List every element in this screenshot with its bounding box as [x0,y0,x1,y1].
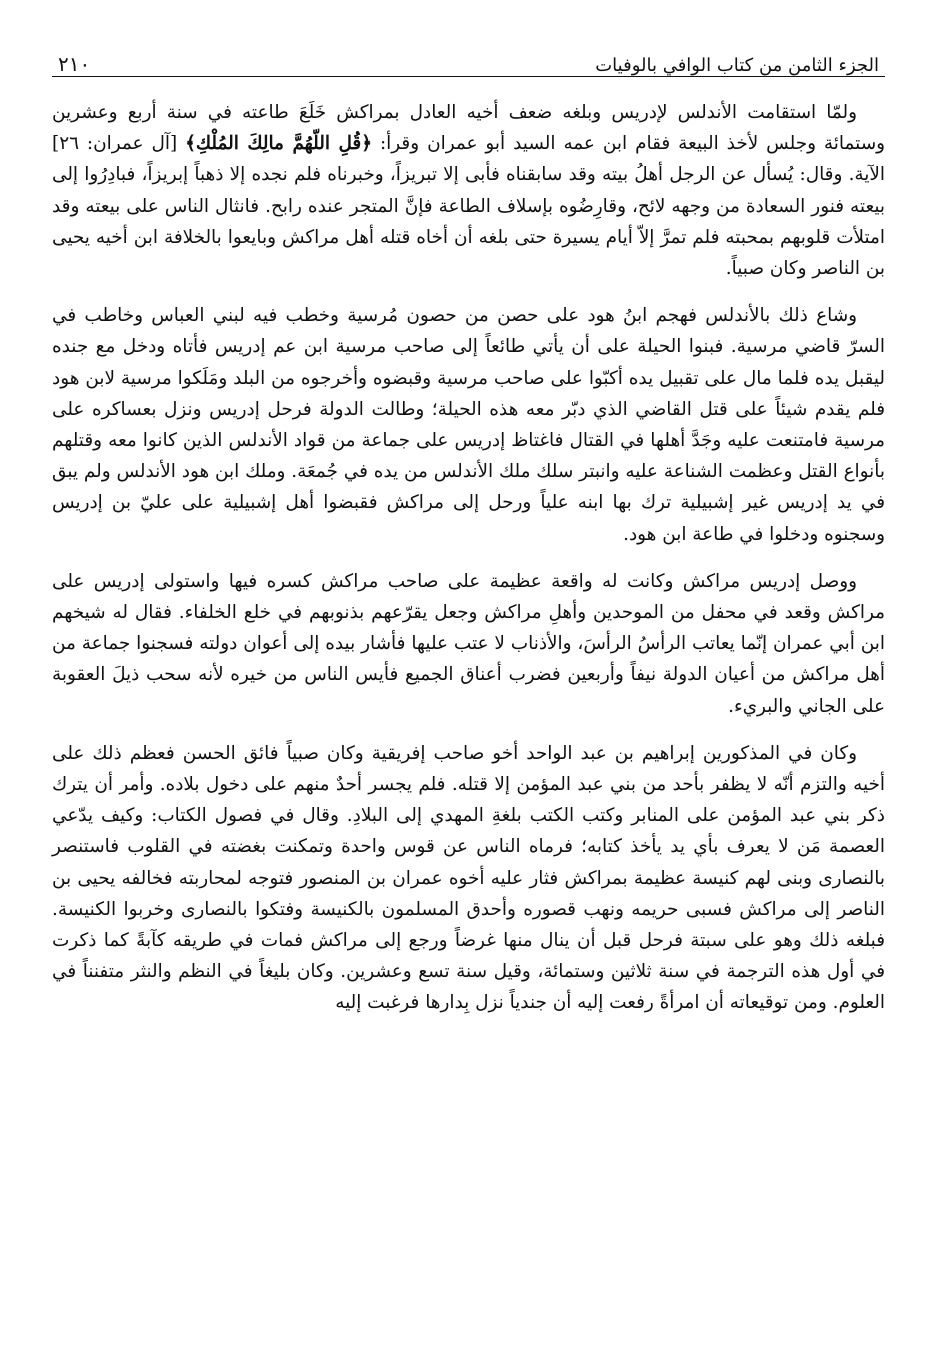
page-number: ٢١٠ [58,52,91,76]
book-title: الجزء الثامن من كتاب الوافي بالوفيات [595,55,879,76]
quran-verse: ﴿قُلِ اللّهُمَّ مالِكَ المُلْكِ﴾ [185,133,372,155]
body-text [52,97,885,1019]
paragraph-1-part-a: ولمّا استقامت الأندلس لإدريس وبلغه ضعف أخيه العادل بمراكش خَلَعَ طاعته في سنة أربع وعشرين وستمائة وجلس لأخذ البيعة فقام ابن عمه السيد أبو عمران وقرأ: [52,102,885,155]
paragraph-3: ووصل إدريس مراكش وكانت له واقعة عظيمة على صاحب مراكش كسره فيها واستولى إدريس على مراكش وقعد في محفل من الموحدين وأهلِ مراكش وجعل يقرّعهم بذنوبهم في خلع الخلفاء. فقال له شيخهم ابن أبي عمران إنّما يعاتب الرأسُ الرأسَ، والأذناب لا عتب عليها فأشار بيده إلى أعوان دولته فسجنوا جماعة من أهل مراكش من أعيان الدولة نيفاً وأربعين فضرب أعناق الجميع فأيس الناس من خيره لأنه سحب ذيلَ العقوبة على الجاني والبريء. [52,570,885,717]
paragraph-1 [52,97,885,284]
running-header [52,40,885,77]
paragraph-2: وشاع ذلك بالأندلس فهجم ابنُ هود على حصن من حصون مُرسية وخطب فيه لبني العباس وخاطب في السرّ قاضي مرسية. فبنوا الحيلة على أن يأتي طائعاً إلى صاحب مرسية ابن عم إدريس فأتاه ودخل مع جنده ليقبل يده فلما مال على تقبيل يده أكبّوا على صاحب مرسية وقبضوه وأخرجوه من البلد ومَلَكوا مرسية لابن هود فلم يقدم شيئاً على قتل القاضي الذي دبّر معه هذه الحيلة؛ وطالت الدولة فرحل إدريس ونزل بعساكره على مرسية فامتنعت عليه وجَدَّ أهلها في القتال فاغتاظ إدريس على جماعة من قواد الأندلس الذين كانوا معه وقتلهم بأنواع القتل وعظمت الشناعة عليه وانبتر سلك ملك الأندلس من يده في جُمعَة. وملك ابن هود الأندلس ولم يبق في يد إدريس غير إشبيلية ترك بها ابنه علياً ورحل إلى مراكش فقبضوا أهل إشبيلية على عليّ بن إدريس وسجنوه ودخلوا في طاعة ابن هود. [52,305,885,545]
paragraph-4: وكان في المذكورين إبراهيم بن عبد الواحد أخو صاحب إفريقية وكان صبياً فائق الحسن فعظم ذلك على أخيه والتزم أنّه لا يظفر بأحد من بني عبد المؤمن إلا قتله. فلم يجسر أحدٌ منهم على دخول بلاده. وأمر أن يترك ذكر بني عبد المؤمن على المنابر وكتب الكتب بلغةِ المهدي إلى البلادِ. وقال في فصول الكتاب: وكيف يدّعي العصمة مَن لا يعرف بأي يد يأخذ كتابه؛ فرماه الناس عن قوس واحدة وتمكنت بغضته في القلوب فاستنصر بالنصارى وبنى لهم كنيسة عظيمة بمراكش فثار عليه أخوه عمران بن المنصور فتوجه لمحاربته فخالفه يحيى بن الناصر إلى مراكش فسبى حريمه ونهب قصوره وأحدق المسلمون بالكنيسة وفتكوا بالنصارى وخربوا الكنيسة. فبلغه ذلك وهو على سبتة فرحل قبل أن ينال منها غرضاً ورجع إلى مراكش فمات في طريقه كآبةً كما ذكرت في أول هذه الترجمة في سنة ثلاثين وستمائة، وقيل سنة تسع وعشرين. وكان بليغاً في النظم والنثر متفنناً في العلوم. ومن توقيعاته أن امرأةً رفعت إليه أن جندياً نزل بِدارها فرغبت إليه [52,742,885,1014]
book-page [52,40,885,1368]
paragraph-1-part-b: [آل عمران: ٢٦] الآية. وقال: يُسأل عن الرجل أهلُ بيته وقد سابقناه فأبى إلا تبريزاً، وخبرناه فلم نجده إلا ذهباً إبريزاً، فبادِرُوا إلى بيعته فنور السعادة من وجهه لائح، وقارِضُوه بإسلاف الطاعة فإنَّ المتجر عنده رابح. فانثال الناس على بيعته وقد امتلأت قلوبهم بمحبته فلم تمرَّ إلاّ أيام يسيرة حتى بلغه أن أخاه قتله أهل مراكش وبايعوا بالخلافة ابن أخيه يحيى بن الناصر وكان صبياً. [52,133,885,280]
